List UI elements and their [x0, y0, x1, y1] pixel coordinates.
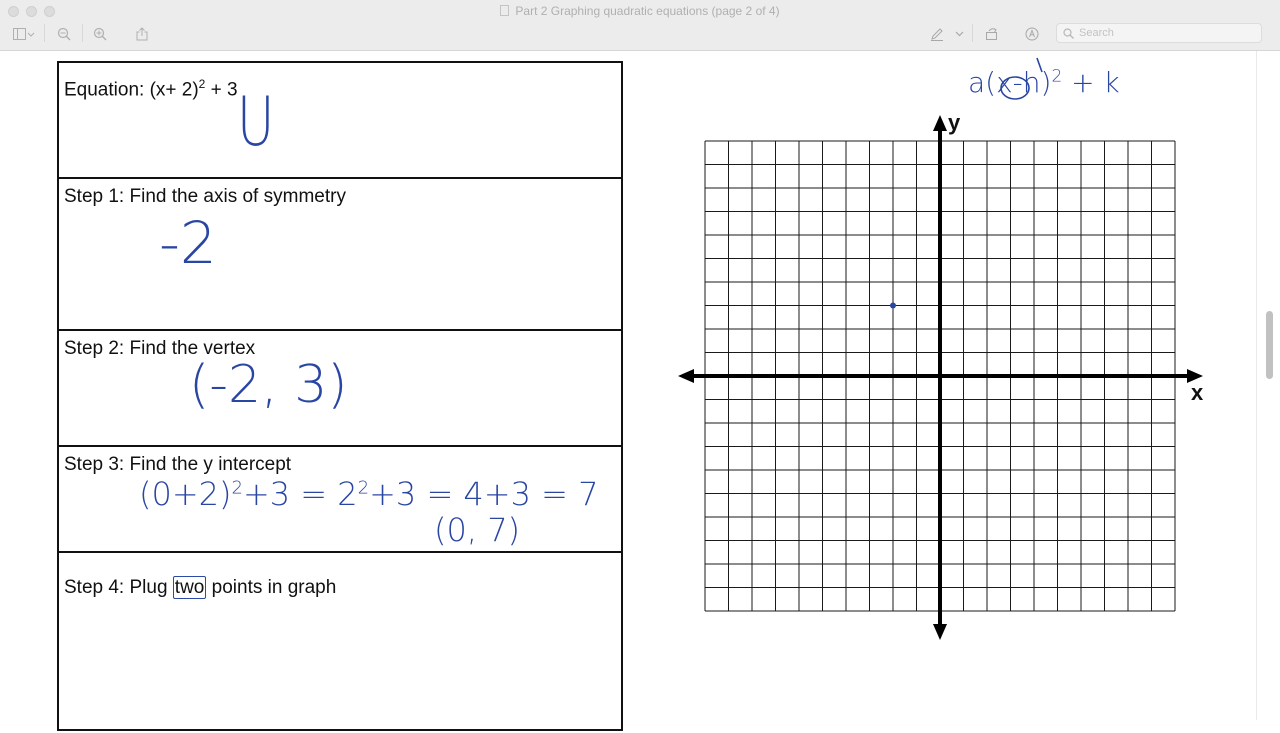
step2-label: Step 2: Find the vertex: [64, 338, 256, 359]
step4-label-text: Step 4: Plug: [64, 577, 173, 598]
y-axis-arrow-down: [933, 624, 947, 640]
search-placeholder: Search: [1079, 27, 1114, 39]
handwriting-parabola-shape: U: [237, 83, 275, 162]
handwriting-axis-of-symmetry: -2: [159, 209, 217, 277]
handwriting-exponent: 2: [357, 477, 370, 499]
handwriting-work-part: +3 = 4+3 = 7: [369, 475, 599, 513]
handwriting-intercept-point: (0, 7): [434, 511, 521, 549]
window-title-text: Part 2 Graphing quadratic equations (page 2 of 4): [515, 4, 780, 18]
x-axis-arrow-left: [678, 369, 694, 383]
x-axis-label: x: [1191, 380, 1204, 405]
step1-label: Step 1: Find the axis of symmetry: [64, 186, 346, 207]
handwriting-work-part: (0+2): [139, 475, 232, 513]
equation-exponent: 2: [198, 77, 206, 91]
handwriting-vertex: (-2, 3): [189, 355, 348, 415]
vertex-form-part: a(x-h): [968, 66, 1052, 99]
equation-label-text: Equation: (x+ 2): [64, 79, 199, 101]
equation-label-suffix: + 3: [205, 79, 238, 101]
step4-label-text-end: points in graph: [206, 577, 337, 598]
y-axis-arrow-up: [933, 115, 947, 131]
plotted-vertex-point: [890, 303, 896, 309]
step3-label: Step 3: Find the y intercept: [64, 454, 292, 475]
handwriting-exponent: 2: [231, 477, 243, 499]
vertex-form-part-k: + k: [1062, 66, 1120, 99]
handwriting-work-part: +3 = 2: [242, 475, 358, 513]
y-axis-label: y: [948, 110, 961, 135]
boxed-word: two: [174, 577, 205, 598]
vertex-form-exponent: 2: [1051, 66, 1063, 87]
